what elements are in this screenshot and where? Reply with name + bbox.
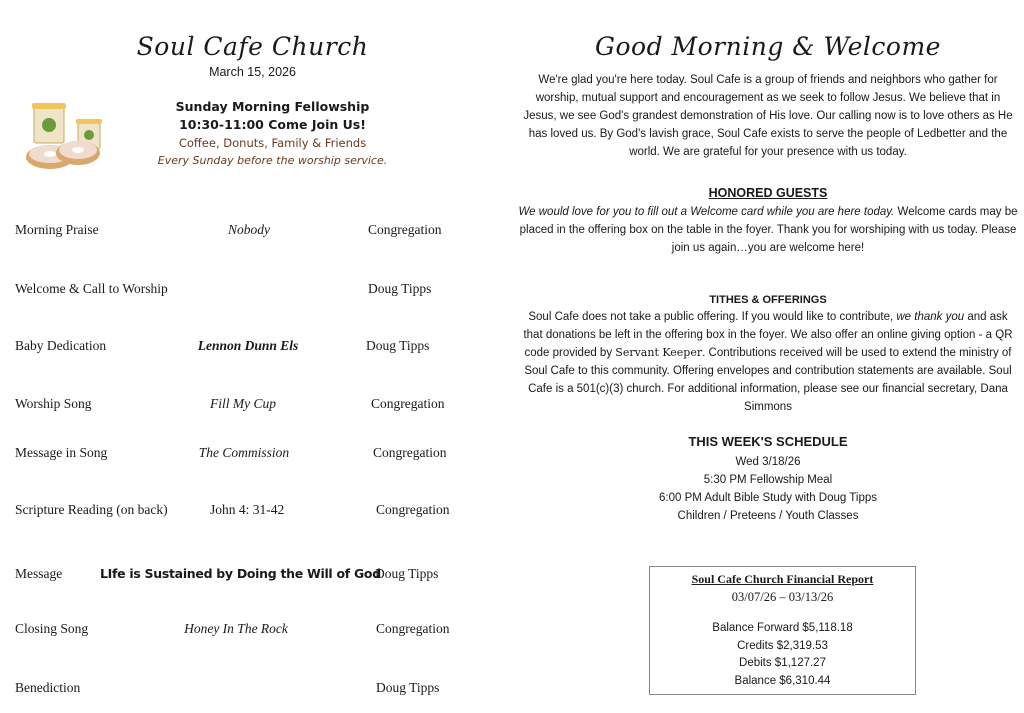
fellowship-time: 10:30-11:00 Come Join Us!	[179, 117, 366, 132]
program-leader: Congregation	[373, 445, 447, 460]
program-leader: Doug Tipps	[375, 566, 439, 581]
program-item: Message	[15, 566, 63, 581]
program-detail: John 4: 31-42	[210, 502, 285, 517]
fellowship-note: Every Sunday before the worship service.	[157, 154, 388, 167]
report-line: Balance Forward $5,118.18	[712, 622, 853, 634]
program-item: Welcome & Call to Worship	[15, 281, 168, 296]
guests-body: Welcome cards may be placed in the offering box on the table in the foyer. Thank you for worshiping with us today. Please join us again…you are welcome here!	[519, 206, 1018, 254]
program-detail: Nobody	[228, 222, 270, 237]
tithes-thanks: we thank you	[896, 311, 965, 323]
guests-heading: HONORED GUESTS	[708, 186, 828, 200]
tithes-text-3: . Contributions received will be used to extend the ministry of Soul Cafe to this community. Offering envelopes and contribution statements are available. Soul Cafe is a 501(c)(3) church. For additional information, please see our financial secretary, Dana Simmons	[524, 347, 1012, 413]
program-leader: Congregation	[376, 502, 450, 517]
schedule-heading: THIS WEEK'S SCHEDULE	[688, 434, 848, 449]
guests-text	[518, 203, 1018, 257]
schedule-line: 6:00 PM Adult Bible Study with Doug Tipps	[659, 492, 877, 504]
program-leader: Doug Tipps	[376, 680, 440, 695]
program-item: Morning Praise	[15, 222, 99, 237]
program-item: Baby Dedication	[15, 338, 107, 353]
program-leader: Doug Tipps	[368, 281, 432, 296]
program-item: Scripture Reading (on back)	[15, 502, 168, 517]
guests-italic: We would love for you to fill out a Welcome card while you are here today.	[518, 206, 895, 218]
program-detail: The Commission	[198, 445, 290, 460]
program-leader: Congregation	[376, 621, 450, 636]
program-item: Worship Song	[15, 396, 92, 411]
program-detail: Fill My Cup	[210, 396, 276, 411]
program-detail: Honey In The Rock	[184, 621, 288, 636]
bulletin-date: March 15, 2026	[209, 65, 296, 79]
report-title: Soul Cafe Church Financial Report	[691, 572, 874, 586]
financial-report	[649, 566, 916, 695]
sermon-title: LIfe is Sustained by Doing the Will of God	[100, 566, 381, 581]
program-leader: Congregation	[368, 222, 442, 237]
welcome-title: Good Morning & Welcome	[595, 32, 941, 61]
program-item: Closing Song	[15, 621, 89, 636]
report-line: Balance $6,310.44	[734, 674, 831, 687]
program-item: Message in Song	[15, 445, 108, 460]
fellowship-heading: Sunday Morning Fellowship	[175, 99, 370, 114]
schedule-line: Wed 3/18/26	[735, 456, 801, 468]
welcome-text: We're glad you're here today. Soul Cafe is a group of friends and neighbors who gather for worship, mutual support and encouragement as we seek to follow Jesus. We believe that in Jesus, we see God's grandest demonstration of His love. Our calling now is to love others as He has loved us. By God's lavish grace, Soul Cafe exists to serve the people of Ledbetter and the world. We are grateful for your presence with us today.	[523, 74, 1013, 158]
schedule-line: Children / Preteens / Youth Classes	[677, 510, 859, 522]
tithes-text-2: and ask that donations be left in the offering box in the foyer. We also offer an online giving option - a QR code provided by	[523, 311, 1013, 359]
tithes-text	[518, 308, 1018, 416]
coffee-donuts-image	[20, 95, 120, 175]
schedule-line: 5:30 PM Fellowship Meal	[703, 474, 833, 486]
report-line: Debits $1,127.27	[739, 657, 826, 669]
schedule-list	[518, 453, 1018, 525]
report-line: Credits $2,319.53	[737, 639, 828, 652]
program-leader: Congregation	[371, 396, 445, 411]
report-dates: 03/07/26 – 03/13/26	[731, 589, 834, 604]
church-title: Soul Cafe Church	[136, 32, 369, 61]
program-item: Benediction	[15, 680, 81, 695]
servant-keeper: Servant Keeper	[615, 346, 703, 359]
program-detail: Lennon Dunn Els	[197, 338, 299, 353]
tithes-heading: TITHES & OFFERINGS	[709, 294, 827, 306]
fellowship-subtitle: Coffee, Donuts, Family & Friends	[178, 136, 367, 150]
tithes-text-1: Soul Cafe does not take a public offering. If you would like to contribute,	[528, 311, 897, 323]
program-leader: Doug Tipps	[366, 338, 430, 353]
